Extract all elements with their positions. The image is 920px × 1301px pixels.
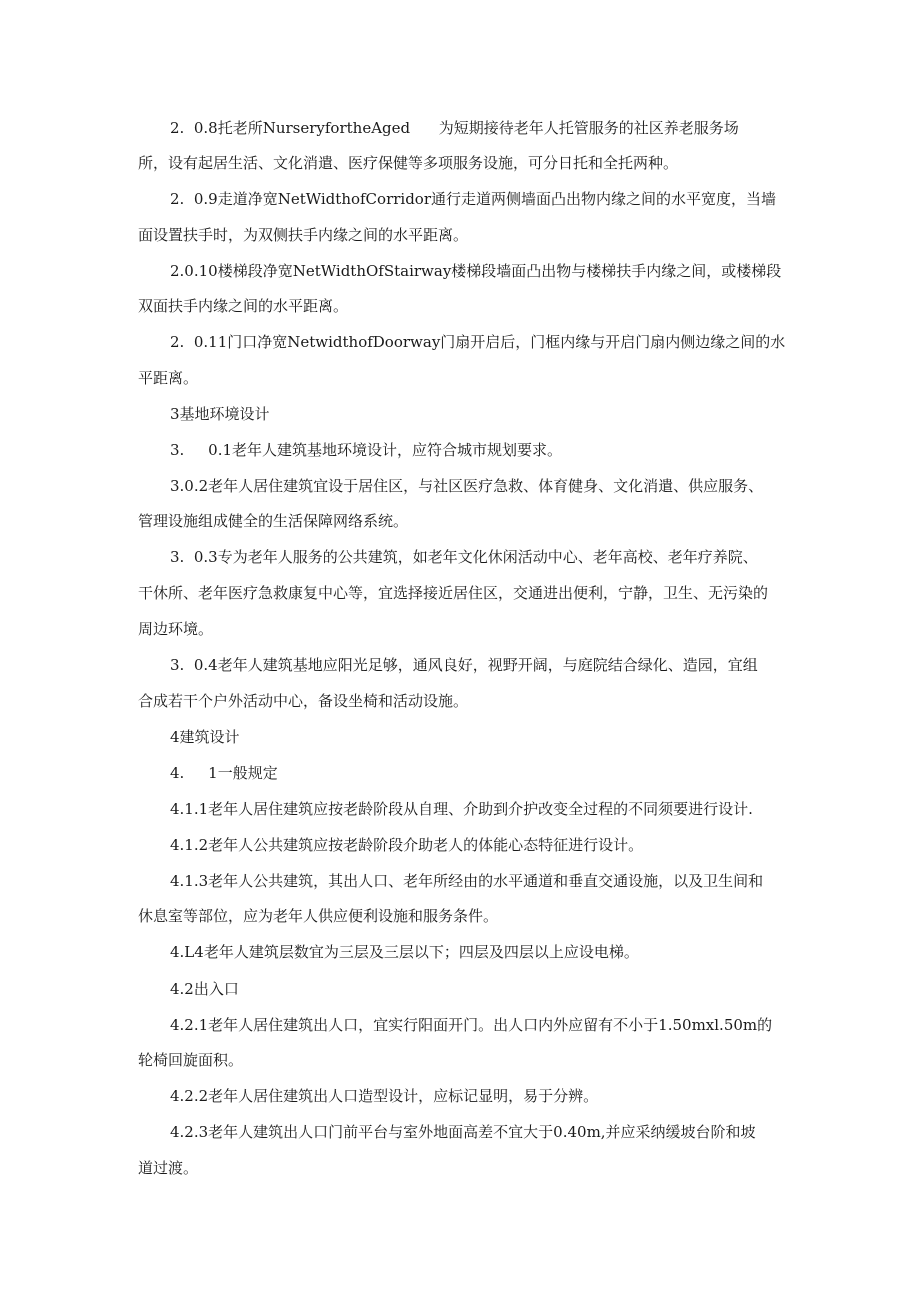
text-line: 2. 0.8托老所NurseryfortheAged 为短期接待老年人托管服务的社区养老服务场: [170, 119, 739, 137]
text-line: 干休所、老年医疗急救康复中心等，宜选择接近居住区，交通进出便利，宁静，卫生、无污染的: [138, 584, 769, 602]
text-line: 4.1.3老年人公共建筑，其出人口、老年所经由的水平通道和垂直交通设施，以及卫生间和: [170, 872, 764, 890]
text-line: 管理设施组成健全的生活保障网络系统。: [138, 512, 409, 530]
text-line: 3. 0.4老年人建筑基地应阳光足够，通风良好，视野开阔，与庭院结合绿化、造园，宜组: [170, 656, 758, 674]
text-line: 面设置扶手时，为双侧扶手内缘之间的水平距离。: [138, 226, 469, 244]
section-heading: 3基地环境设计: [170, 405, 270, 423]
text-line: 4.1.1老年人居住建筑应按老龄阶段从自理、介助到介护改变全过程的不同须要进行设计.: [170, 800, 753, 818]
text-line: 平距离。: [138, 369, 199, 387]
text-line: 双面扶手内缘之间的水平距离。: [138, 297, 349, 315]
text-line: 4.2.3老年人建筑出人口门前平台与室外地面高差不宜大于0.40m,并应采纳缓坡台阶和坡: [170, 1123, 756, 1141]
text-line: 3. 0.1老年人建筑基地环境设计，应符合城市规划要求。: [170, 441, 563, 459]
text-line: 轮椅回旋面积。: [138, 1051, 244, 1069]
text-line: 4.2.2老年人居住建筑出人口造型设计，应标记显明，易于分辨。: [170, 1087, 599, 1105]
text-line: 所，设有起居生活、文化消遣、医疗保健等多项服务设施，可分日托和全托两种。: [138, 154, 679, 172]
text-line: 4.2.1老年人居住建筑出人口，宜实行阳面开门。出人口内外应留有不小于1.50mxl.50m的: [170, 1016, 773, 1034]
subsection-heading: 4. 1一般规定: [170, 764, 278, 782]
text-line: 周边环境。: [138, 620, 214, 638]
section-heading: 4建筑设计: [170, 728, 240, 746]
text-line: 2. 0.9走道净宽NetWidthofCorridor通行走道两侧墙面凸出物内缘之间的水平宽度，当墙: [170, 190, 777, 208]
text-line: 4.1.2老年人公共建筑应按老龄阶段介助老人的体能心态特征进行设计。: [170, 836, 644, 854]
text-line: 3. 0.3专为老年人服务的公共建筑，如老年文化休闲活动中心、老年高校、老年疗养院、: [170, 548, 758, 566]
text-line: 3.0.2老年人居住建筑宜设于居住区，与社区医疗急救、体育健身、文化消遣、供应服务、: [170, 477, 764, 495]
text-line: 道过渡。: [138, 1159, 199, 1177]
text-line: 2.0.10楼梯段净宽NetWidthOfStairway楼梯段墙面凸出物与楼梯扶手内缘之间，或楼梯段: [170, 262, 782, 280]
text-line: 合成若干个户外活动中心，备设坐椅和活动设施。: [138, 692, 469, 710]
text-line: 休息室等部位，应为老年人供应便利设施和服务条件。: [138, 907, 499, 925]
text-line: 4.L4老年人建筑层数宜为三层及三层以下；四层及四层以上应设电梯。: [170, 943, 639, 961]
subsection-heading: 4.2出入口: [170, 980, 239, 998]
text-line: 2. 0.11门口净宽NetwidthofDoorway门扇开启后，门框内缘与开启门扇内侧边缘之间的水: [170, 333, 786, 351]
